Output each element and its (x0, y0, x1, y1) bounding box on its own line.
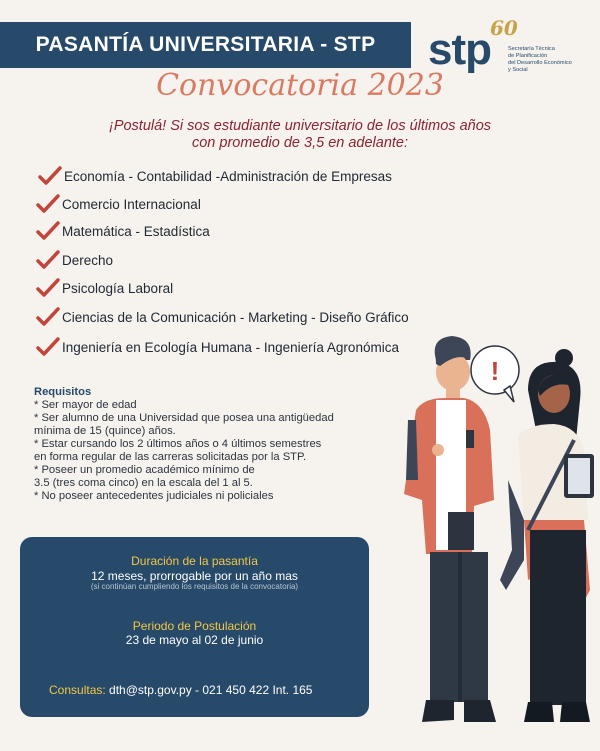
speech-bubble-icon (471, 346, 519, 402)
contact-value: dth@stp.gov.py - 021 450 422 Int. 165 (109, 683, 313, 697)
header-title: PASANTÍA UNIVERSITARIA - STP (0, 22, 411, 68)
career-item (36, 337, 399, 357)
checkmark-icon (36, 278, 60, 298)
career-item (38, 166, 392, 186)
career-label: Psicología Laboral (62, 280, 174, 296)
requirements-section (34, 386, 374, 503)
period-title: Periodo de Postulación (132, 619, 257, 633)
logo-subtitle-line: Secretaría Técnica (508, 46, 555, 52)
career-label: Matemática - Estadística (62, 223, 210, 239)
convocatoria-title: Convocatoria 2023 (156, 68, 444, 103)
requirement-line: mínima de 15 (quince) años. (34, 425, 176, 437)
requirement-line: * Estar cursando los 2 últimos años o 4 últimos semestres (34, 438, 322, 450)
period-value: 23 de mayo al 02 de junio (125, 633, 264, 647)
checkmark-icon (36, 307, 60, 327)
requirements-title: Requisitos (34, 386, 92, 398)
intro-line: con promedio de 3,5 en adelante: (191, 135, 409, 151)
checkmark-icon (38, 166, 62, 186)
logo-subtitle-line: de Planificación (508, 53, 548, 59)
duration-value: 12 meses, prorrogable por un año mas (91, 569, 298, 583)
contact-label: Consultas: (49, 683, 106, 697)
checkmark-icon (36, 221, 60, 241)
career-item (36, 194, 201, 214)
requirement-line: * Poseer un promedio académico mínimo de (34, 464, 255, 476)
career-item (36, 307, 409, 327)
logo-anniversary: 60 (490, 16, 518, 40)
logo-subtitle-line: y Social (508, 67, 528, 73)
career-item (36, 278, 173, 298)
duration-title: Duración de la pasantía (131, 554, 258, 568)
checkmark-icon (36, 194, 60, 214)
career-item (36, 250, 113, 270)
female-student-figure (500, 349, 594, 722)
logo-text: stp (428, 25, 491, 74)
students-illustration (378, 330, 600, 751)
requirement-line: 3.5 (tres coma cinco) en la escala del 1 al 5. (34, 477, 253, 489)
career-label: Comercio Internacional (62, 196, 201, 212)
requirement-line: * Ser alumno de una Universidad que posea una antigüedad (34, 412, 334, 424)
logo-subtitle-line: del Desarrollo Económico (508, 60, 572, 66)
career-label: Derecho (62, 252, 114, 268)
requirement-line: * No poseer antecedentes judiciales ni policiales (34, 490, 274, 502)
duration-note: (si continúan cumpliendo los requisitos de la convocatoria) (90, 582, 299, 591)
career-item (36, 221, 210, 241)
requirement-line: * Ser mayor de edad (34, 399, 137, 411)
info-box (20, 537, 369, 717)
intro-line: ¡Postulá! Si sos estudiante universitario de los últimos años (108, 118, 492, 134)
speech-mark: ! (490, 356, 500, 386)
career-label: Ciencias de la Comunicación - Marketing - Diseño Gráfico (62, 309, 409, 325)
checkmark-icon (36, 337, 60, 357)
contact-line (49, 683, 312, 697)
career-label: Ingeniería en Ecología Humana - Ingeniería Agronómica (62, 339, 399, 355)
male-student-figure (404, 336, 496, 722)
intro-text (0, 118, 600, 152)
checkmark-icon (36, 250, 60, 270)
requirement-line: en forma regular de las carreras solicitadas por la STP. (34, 451, 307, 463)
career-label: Economía - Contabilidad -Administración de Empresas (64, 168, 392, 184)
